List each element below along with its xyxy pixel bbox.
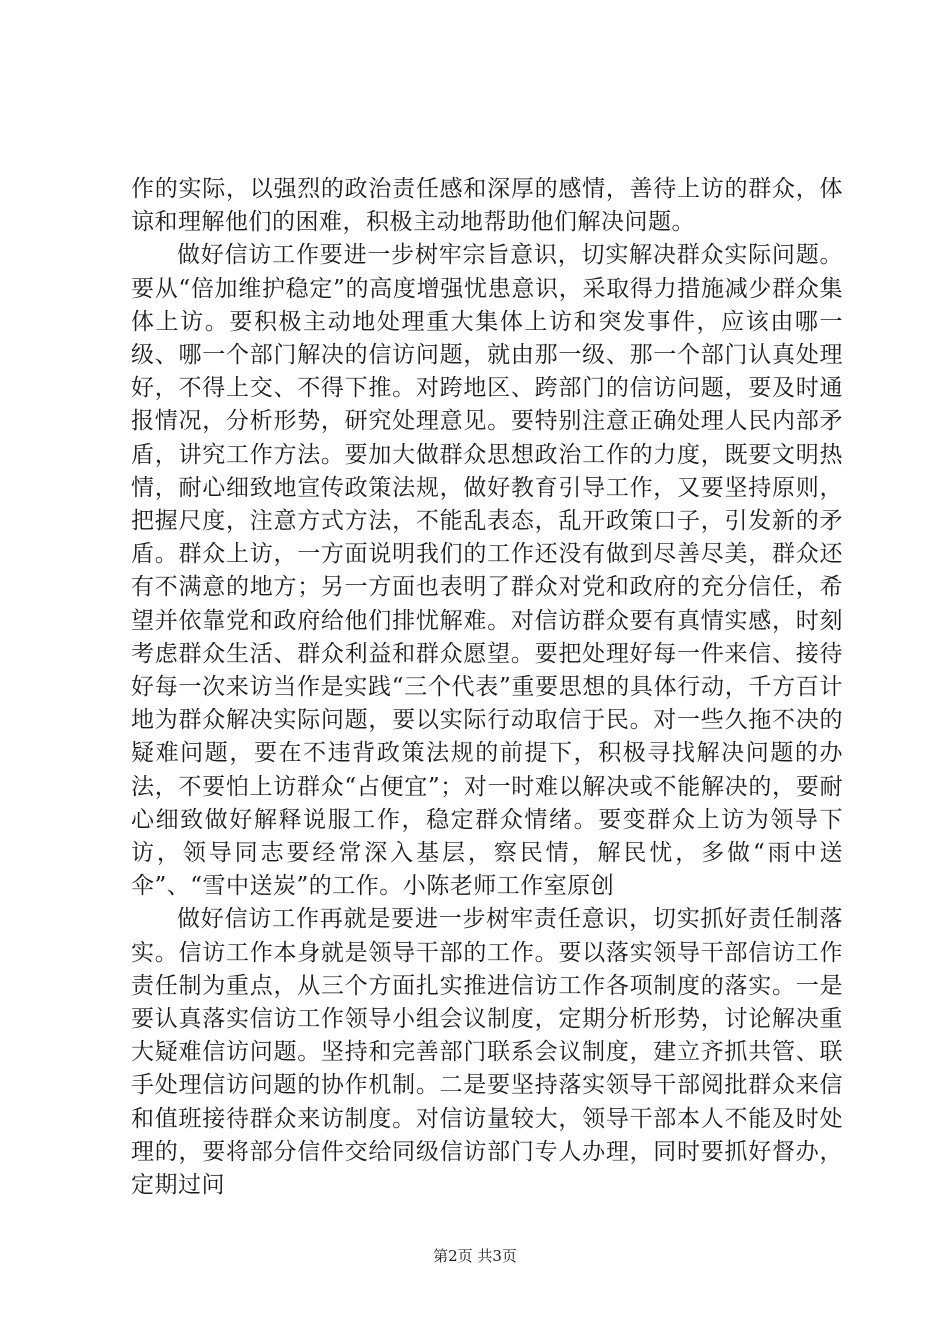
paragraph-3: 做好信访工作再就是要进一步树牢责任意识，切实抓好责任制落实。信访工作本身就是领导干部的工作。要以落实领导干部信访工作责任制为重点，从三个方面扎实推进信访工作各项制度的落实。一是要认真落实信访工作领导小组会议制度，定期分析形势，讨论解决重大疑难信访问题。坚持和完善部门联系会议制度，建立齐抓共管、联手处理信访问题的协作机制。二是要坚持落实领导干部阅批群众来信和值班接待群众来访制度。对信访量较大，领导干部本人不能及时处理的，要将部分信件交给同级信访部门专人办理，同时要抓好督办，定期过问 <box>131 906 843 1199</box>
paragraph-1: 作的实际，以强烈的政治责任感和深厚的感情，善待上访的群众，体谅和理解他们的困难，积极主动地帮助他们解决问题。 <box>131 176 843 236</box>
page-number-footer: 第2页 共3页 <box>433 1247 517 1265</box>
document-body <box>131 173 843 1202</box>
paragraph-2: 做好信访工作要进一步树牢宗旨意识，切实解决群众实际问题。要从“倍加维护稳定”的高度增强忧患意识，采取得力措施减少群众集体上访。要积极主动地处理重大集体上访和突发事件，应该由哪一级、哪一个部门解决的信访问题，就由那一级、那一个部门认真处理好，不得上交、不得下推。对跨地区、跨部门的信访问题，要及时通报情况，分析形势，研究处理意见。要特别注意正确处理人民内部矛盾，讲究工作方法。要加大做群众思想政治工作的力度，既要文明热情，耐心细致地宣传政策法规，做好教育引导工作，又要坚持原则，把握尺度，注意方式方法，不能乱表态，乱开政策口子，引发新的矛盾。群众上访，一方面说明我们的工作还没有做到尽善尽美，群众还有不满意的地方；另一方面也表明了群众对党和政府的充分信任，希望并依靠党和政府给他们排忧解难。对信访群众要有真情实感，时刻考虑群众生活、群众利益和群众愿望。要把处理好每一件来信、接待好每一次来访当作是实践“三个代表”重要思想的具体行动，千方百计地为群众解决实际问题，要以实际行动取信于民。对一些久拖不决的疑难问题，要在不违背政策法规的前提下，积极寻找解决问题的办法，不要怕上访群众“占便宜”；对一时难以解决或不能解决的，要耐心细致做好解释说服工作，稳定群众情绪。要变群众上访为领导下访，领导同志要经常深入基层，察民情，解民忧，多做“雨中送伞”、“雪中送炭”的工作。小陈老师工作室原创 <box>131 242 843 900</box>
